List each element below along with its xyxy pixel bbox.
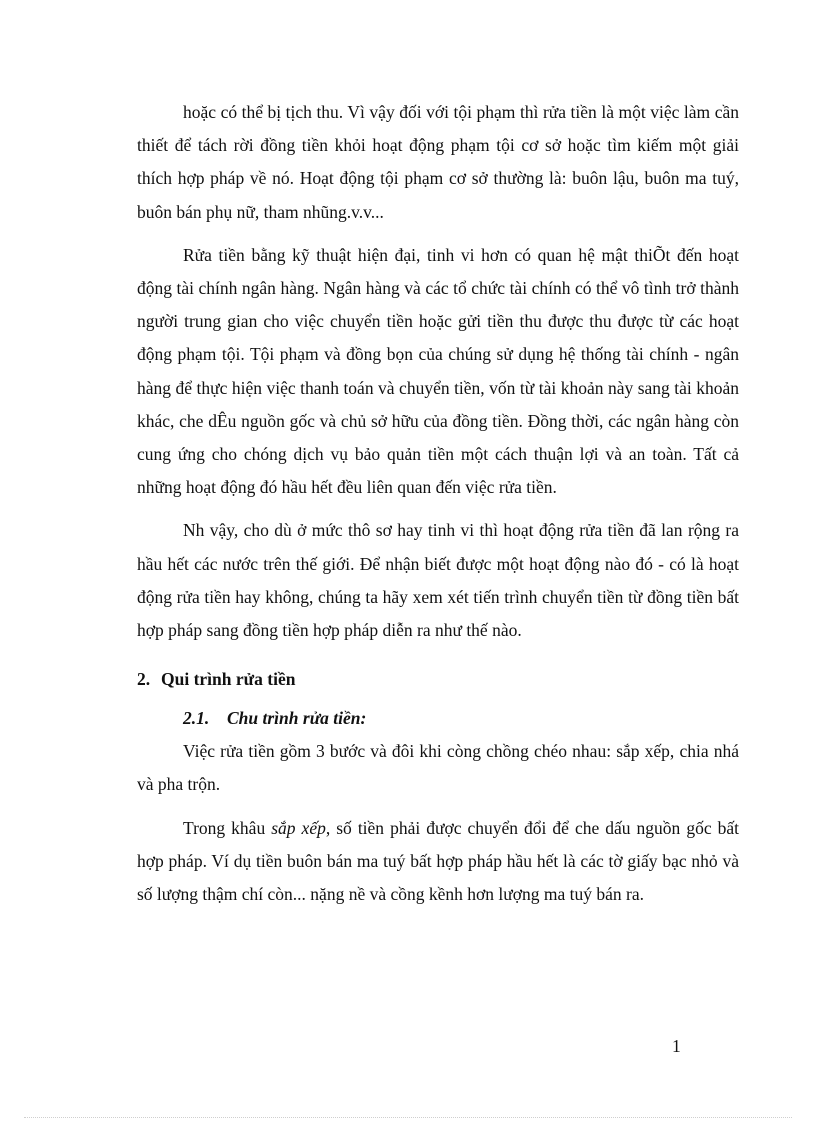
page-body [137,96,739,911]
placement-text-end: , số tiền phải được chuyển đổi để che dấu nguồn gốc bất hợp pháp. Ví dụ tiền buôn bán ma tuý bất hợp pháp hầu hết là các tờ giấy bạc nhỏ và số lượng thậm chí còn... nặng nề và cồng kềnh hơn lượng ma tuý bán ra. [137,817,739,905]
subsection-number: 2.1. [183,708,210,729]
paragraph-spread: Nh vậy, cho dù ở mức thô sơ hay tinh vi thì hoạt động rửa tiền đã lan rộng ra hầu hết các nước trên thế giới. Để nhận biết được một hoạt động nào đó - có là hoạt động rửa tiền hay không, chúng ta hãy xem xét tiến trình chuyển tiền từ đồng tiền bất hợp pháp sang đồng tiền hợp pháp diễn ra như thế nào. [137,520,739,641]
paragraph-gap [137,802,739,812]
paragraph-placement [137,812,739,912]
section-title: Qui trình rửa tiền [161,669,296,690]
paragraph-steps: Việc rửa tiền gồm 3 bước và đôi khi còng chồng chéo nhau: sắp xếp, chia nhá và pha trộn. [137,741,739,795]
paragraph-gap [137,504,739,514]
section-number: 2. [137,669,151,690]
footer-divider [24,1117,792,1118]
subsection-title: Chu trình rửa tiền: [227,708,367,729]
paragraph-gap [137,647,739,663]
page-number: 1 [672,1036,681,1056]
paragraph-continued: hoặc có thể bị tịch thu. Vì vậy đối với tội phạm thì rửa tiền là một việc làm cần thiết để tách rời đồng tiền khỏi hoạt động phạm tội cơ sở hoặc tìm kiếm một giải thích hợp pháp về nó. Hoạt động tội phạm cơ sở thường là: buôn lậu, buôn ma tuý, buôn bán phụ nữ, tham nhũng.v.v... [137,102,739,222]
section-heading [137,663,739,696]
placement-text-start: Trong khâu [183,817,272,838]
paragraph-banking: Rửa tiền bằng kỹ thuật hiện đại, tinh vi hơn có quan hệ mật thiÕt đến hoạt động tài chính ngân hàng. Ngân hàng và các tổ chức tài chính có thể vô tình trở thành người trung gian cho việc chuyển tiền hoặc gửi tiền thu được thu được từ các hoạt động phạm tội. Tội phạm và đồng bọn của chúng sử dụng hệ thống tài chính - ngân hàng để thực hiện việc thanh toán và chuyển tiền, vốn từ tài khoản này sang tài khoản khác, che dÊu nguồn gốc và chủ sở hữu của đồng tiền. Đồng thời, các ngân hàng còn cung ứng cho chóng dịch vụ bảo quản tiền một cách thuận lợi và an toàn. Tất cả những hoạt động đó hầu hết đều liên quan đến việc rửa tiền. [137,244,739,498]
paragraph-gap [137,229,739,239]
subsection-heading [137,702,739,735]
placement-term: sắp xếp [271,817,326,838]
